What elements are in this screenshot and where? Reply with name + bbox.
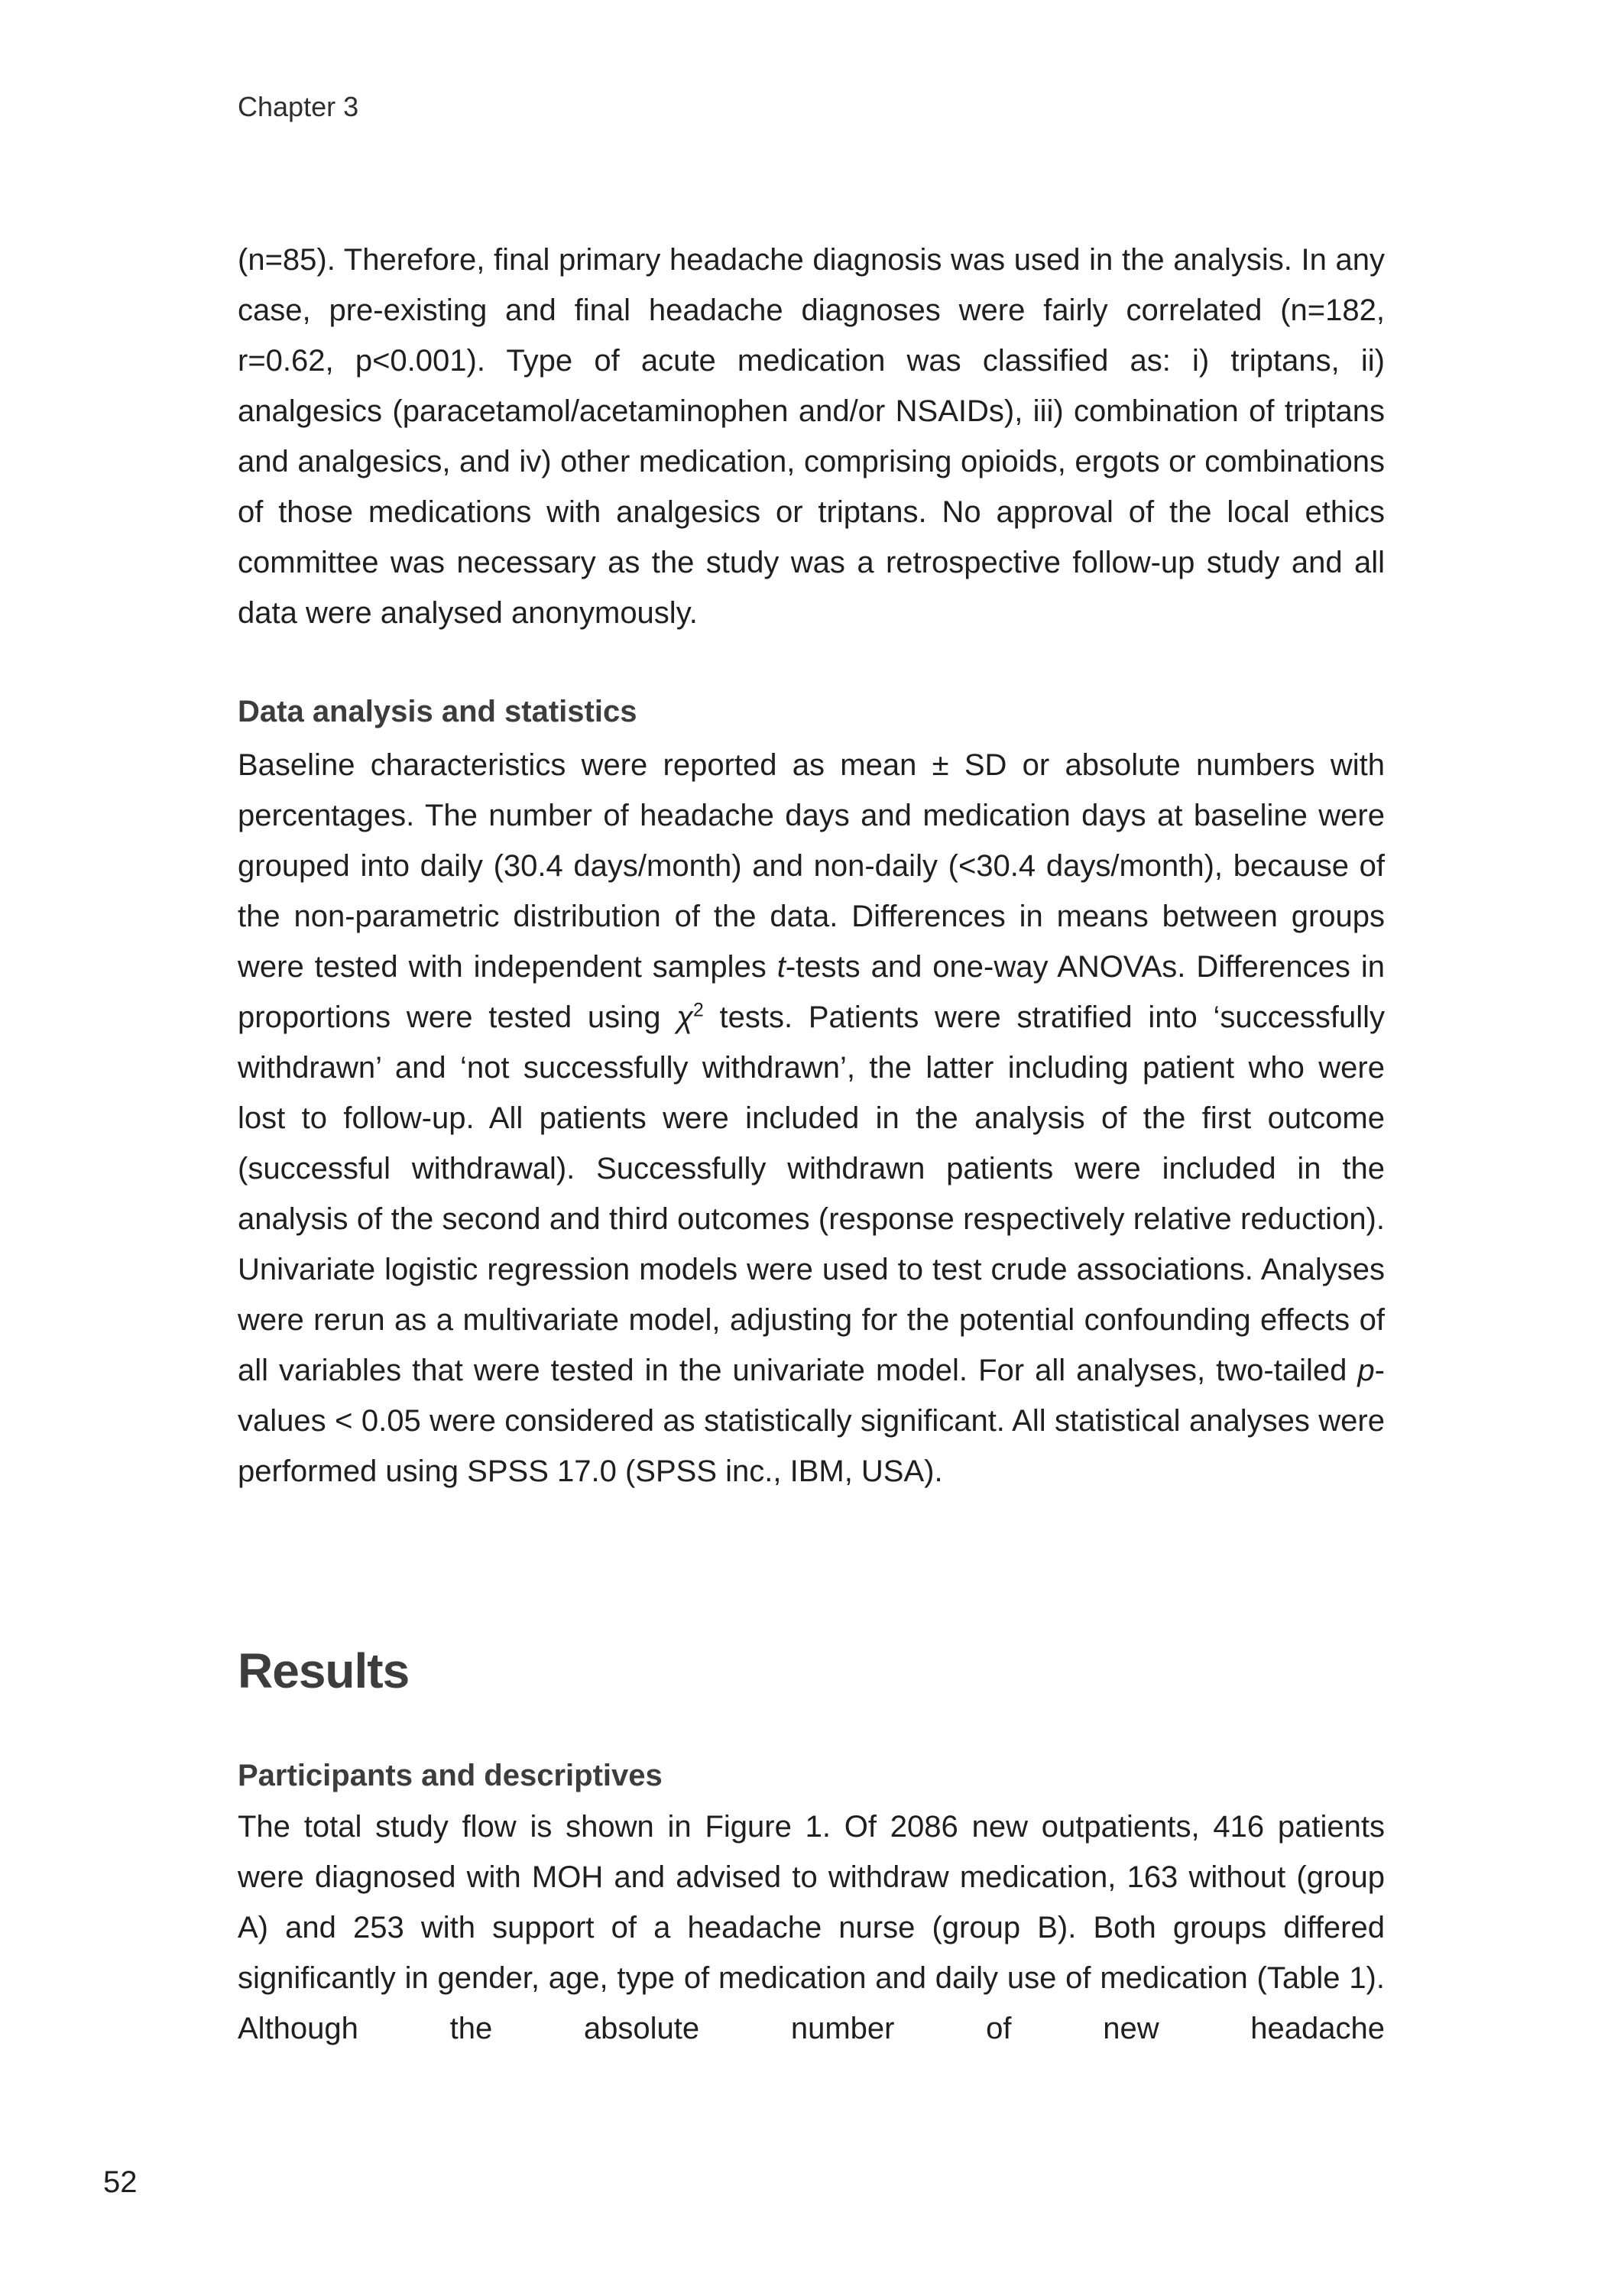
participants-paragraph: The total study flow is shown in Figure 1. Of 2086 new outpatients, 416 patients were diagnosed with MOH and advised to withdraw medication, 163 without (group A) and 253 with support of a headache nurse (group B). Both groups differed significantly in gender, age, type of medication and daily use of medication (Table 1). Although the absolute number of new headache	[238, 1810, 1385, 2045]
methods-continued-paragraph: (n=85). Therefore, final primary headache diagnosis was used in the analysis. In any case, pre-existing and final headache diagnoses were fairly correlated (n=182, r=0.62, p<0.001). Type of acute medication was classified as: i) triptans, ii) analgesics (paracetamol/acetaminophen and/or NSAIDs), iii) combination of triptans and analgesics, and iv) other medication, comprising opioids, ergots or combinations of those medications with analgesics or triptans. No approval of the local ethics committee was necessary as the study was a retrospective follow-up study and all data were analysed anonymously.	[238, 243, 1385, 630]
data-analysis-paragraph: Baseline characteristics were reported as mean ± SD or absolute numbers with percentages. The number of headache days and medication days at baseline were grouped into daily (30.4 days/month) and non-daily (<30.4 days/month), because of the non-parametric distribution of the data. Differences in means between groups were tested with independent samples t-tests and one-way ANOVAs. Differences in proportions were tested using $\chi^2$ tests. Patients were stratified into ‘successfully withdrawn’ and ‘not successfully withdrawn’, the latter including patient who were lost to follow-up. All patients were included in the analysis of the first outcome (successful withdrawal). Successfully withdrawn patients were included in the analysis of the second and third outcomes (response respectively relative reduction). Univariate logistic regression models were used to test crude associations. Analyses were rerun as a multivariate model, adjusting for the potential confounding effects of all variables that were tested in the univariate model. For all analyses, two-tailed p-values < 0.05 were considered as statistically significant. All statistical analyses were performed using SPSS 17.0 (SPSS inc., IBM, USA).	[238, 748, 1386, 1488]
results-heading: Results	[238, 1643, 410, 1698]
running-header: Chapter 3	[238, 91, 359, 122]
participants-heading: Participants and descriptives	[238, 1759, 663, 1792]
data-analysis-heading: Data analysis and statistics	[238, 695, 637, 728]
page-number: 52	[103, 2165, 138, 2199]
